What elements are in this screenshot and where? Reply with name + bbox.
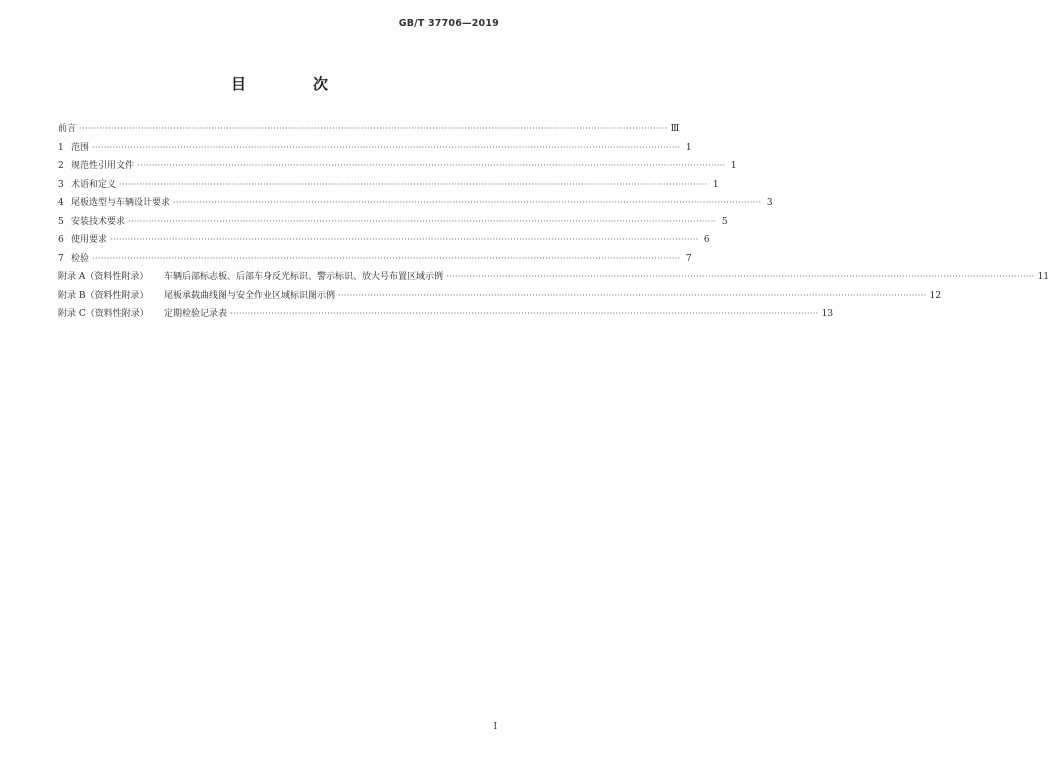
toc-entry-foreword[interactable] <box>58 121 680 140</box>
toc-entry-page: 13 <box>821 309 834 319</box>
dot-leader: ········································································································································································································ <box>92 142 681 152</box>
annex-label: 附录 B（资料性附录） <box>58 290 149 301</box>
toc-entry-number: 1 <box>58 142 64 153</box>
toc-entry-annex-c[interactable] <box>58 306 834 325</box>
toc-entry-number: 5 <box>58 216 64 227</box>
toc-entry-number: 2 <box>58 161 64 171</box>
toc-entry-text: 术语和定义 <box>71 179 117 190</box>
toc-entry-text: 前言 <box>58 124 77 134</box>
toc-entry-inspection[interactable] <box>58 251 692 270</box>
dot-leader: ········································································································································································································ <box>137 161 726 170</box>
dot-leader: ········································································································································································································ <box>92 253 681 263</box>
toc-entry-page: 1 <box>712 179 719 190</box>
toc-entry-number: 6 <box>58 235 64 245</box>
toc-entry-text: 范围 <box>71 142 90 153</box>
dot-leader: ········································································································································································································ <box>119 179 708 189</box>
dot-leader: ········································································································································································································ <box>446 272 1035 281</box>
dot-leader: ········································································································································································································ <box>173 198 762 207</box>
toc-entry-page: 1 <box>730 161 737 171</box>
standard-code-header: GB/T 37706—2019 <box>398 18 499 29</box>
toc-entry-annex-a[interactable] <box>58 269 1049 288</box>
toc-entry-number: 7 <box>58 253 64 264</box>
table-of-contents <box>58 121 1049 325</box>
dot-leader: ········································································································································································································ <box>338 290 927 300</box>
toc-entry-page: 11 <box>1037 272 1049 282</box>
dot-leader: ········································································································································································································ <box>79 124 668 133</box>
toc-entry-text: 使用要求 <box>71 235 108 245</box>
toc-entry-normative-references[interactable] <box>58 158 737 177</box>
toc-entry-text: 检验 <box>71 253 90 264</box>
toc-entry-number: 4 <box>58 198 64 208</box>
toc-entry-page: 12 <box>929 290 942 301</box>
toc-entry-number: 3 <box>58 179 64 190</box>
toc-entry-page: Ⅲ <box>670 124 680 134</box>
toc-entry-text: 定期检验记录表 <box>164 309 228 319</box>
toc-entry-text: 车辆后部标志板、后部车身反光标识、警示标识、放大号布置区域示例 <box>164 272 444 282</box>
annex-label: 附录 C（资料性附录） <box>58 309 149 319</box>
dot-leader: ········································································································································································································ <box>110 235 699 244</box>
toc-entry-page: 1 <box>685 142 692 153</box>
toc-entry-text: 尾板选型与车辆设计要求 <box>71 198 171 208</box>
annex-label: 附录 A（资料性附录） <box>58 272 149 282</box>
toc-entry-terms-definitions[interactable] <box>58 177 719 196</box>
dot-leader: ········································································································································································································ <box>230 309 819 318</box>
toc-entry-scope[interactable] <box>58 140 692 159</box>
page-number: I <box>493 722 497 732</box>
toc-entry-usage-requirements[interactable] <box>58 232 710 251</box>
toc-entry-design-requirements[interactable] <box>58 195 773 214</box>
toc-entry-page: 7 <box>685 253 692 264</box>
toc-entry-installation-requirements[interactable] <box>58 214 728 233</box>
toc-entry-text: 规范性引用文件 <box>71 161 135 171</box>
toc-entry-page: 5 <box>721 216 728 227</box>
toc-entry-page: 6 <box>703 235 710 245</box>
toc-entry-page: 3 <box>766 198 773 208</box>
toc-entry-annex-b[interactable] <box>58 288 942 307</box>
toc-entry-text: 安装技术要求 <box>71 216 126 227</box>
toc-entry-text: 尾板承载曲线图与安全作业区域标识图示例 <box>164 290 336 301</box>
dot-leader: ········································································································································································································ <box>128 216 717 226</box>
page-title: 目 次 <box>230 75 354 93</box>
